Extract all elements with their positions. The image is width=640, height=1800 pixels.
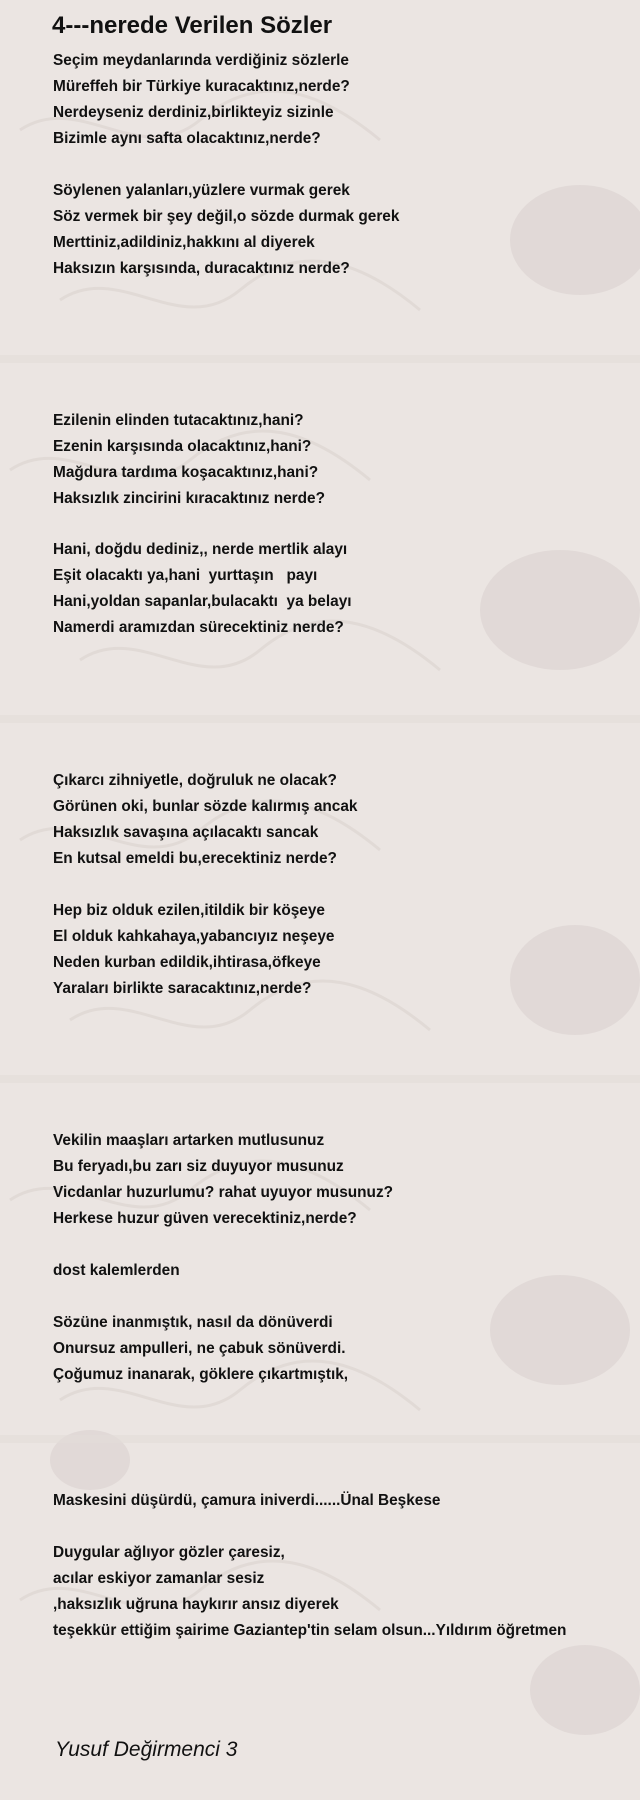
poem-line: Hep biz olduk ezilen,itildik bir köşeye	[53, 902, 325, 919]
poem-line: Haksızın karşısında, duracaktınız nerde?	[53, 260, 350, 277]
poem-line: Duygular ağlıyor gözler çaresiz,	[53, 1544, 285, 1561]
poem-line: Bu feryadı,bu zarı siz duyuyor musunuz	[53, 1158, 344, 1175]
poem-line: Ezenin karşısında olacaktınız,hani?	[53, 438, 312, 455]
poem-line: Görünen oki, bunlar sözde kalırmış ancak	[53, 798, 358, 815]
poem-line: Çoğumuz inanarak, göklere çıkartmıştık,	[53, 1366, 349, 1383]
poem-line: ,haksızlık uğruna haykırır ansız diyerek	[53, 1596, 339, 1613]
poem-line: Bizimle aynı safta olacaktınız,nerde?	[53, 130, 321, 147]
poem-line: Seçim meydanlarında verdiğiniz sözlerle	[53, 52, 349, 69]
poem-line: Merttiniz,adildiniz,hakkını al diyerek	[53, 234, 315, 251]
poem-line: Maskesini düşürdü, çamura iniverdi......Ünal Beşkese	[53, 1492, 441, 1509]
poem-line: Vicdanlar huzurlumu? rahat uyuyor musunuz?	[53, 1184, 394, 1201]
poem-author: Yusuf Değirmenci 3	[55, 1738, 238, 1761]
poem-line: Mağdura tardıma koşacaktınız,hani?	[53, 464, 319, 481]
poem-line: Söylenen yalanları,yüzlere vurmak gerek	[53, 182, 350, 199]
poem-line: En kutsal emeldi bu,erecektiniz nerde?	[53, 850, 337, 867]
poem-line: acılar eskiyor zamanlar sesiz	[53, 1570, 265, 1587]
poem-line: Hani,yoldan sapanlar,bulacaktı ya belayı	[53, 593, 352, 610]
poem-line: teşekkür ettiğim şairime Gaziantep'tin selam olsun...Yıldırım öğretmen	[53, 1622, 567, 1639]
poem-line: dost kalemlerden	[53, 1262, 180, 1279]
poem-line: Onursuz ampulleri, ne çabuk sönüverdi.	[53, 1340, 346, 1357]
poem-line: Nerdeyseniz derdiniz,birlikteyiz sizinle	[53, 104, 334, 121]
poem-line: Eşit olacaktı ya,hani yurttaşın payı	[53, 567, 318, 584]
poem-line: Herkese huzur güven verecektiniz,nerde?	[53, 1210, 357, 1227]
poem-title: 4---nerede Verilen Sözler	[52, 12, 333, 39]
poem-line: Çıkarcı zihniyetle, doğruluk ne olacak?	[53, 772, 337, 789]
poem-line: Neden kurban edildik,ihtirasa,öfkeye	[53, 954, 321, 971]
poem-line: Söz vermek bir şey değil,o sözde durmak gerek	[53, 208, 400, 225]
poem-line: Müreffeh bir Türkiye kuracaktınız,nerde?	[53, 78, 350, 95]
poem-line: El olduk kahkahaya,yabancıyız neşeye	[53, 928, 335, 945]
poem-line: Hani, doğdu dediniz,, nerde mertlik alayı	[53, 541, 348, 558]
poem-line: Namerdi aramızdan sürecektiniz nerde?	[53, 619, 344, 636]
poem-line: Haksızlık savaşına açılacaktı sancak	[53, 824, 319, 841]
poem-line: Vekilin maaşları artarken mutlusunuz	[53, 1132, 325, 1149]
poem-line: Haksızlık zincirini kıracaktınız nerde?	[53, 490, 326, 507]
poem-line: Yaraları birlikte saracaktınız,nerde?	[53, 980, 312, 997]
poem-line: Ezilenin elinden tutacaktınız,hani?	[53, 412, 304, 429]
poem-line: Sözüne inanmıştık, nasıl da dönüverdi	[53, 1314, 333, 1331]
